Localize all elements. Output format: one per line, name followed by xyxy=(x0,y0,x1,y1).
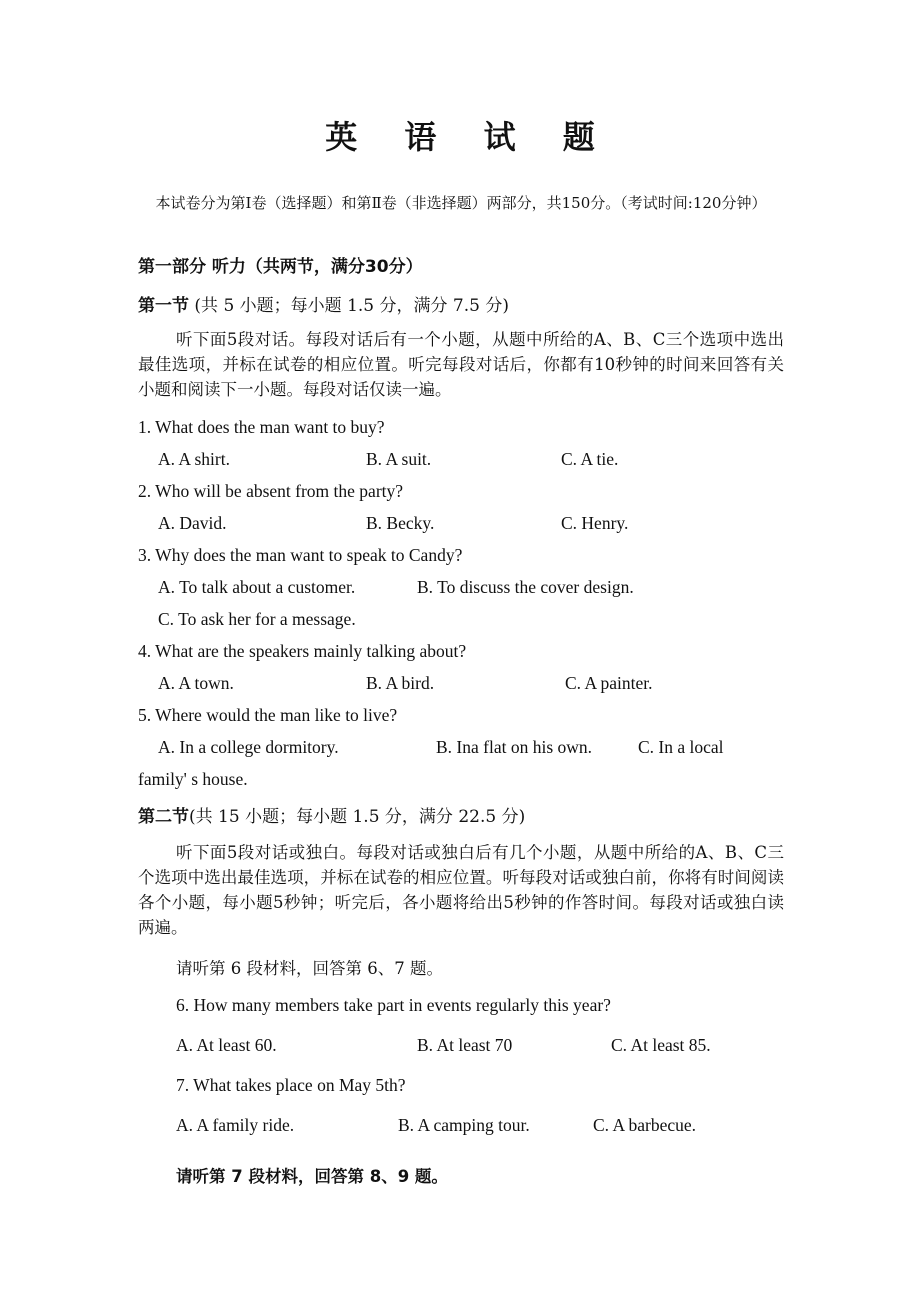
section2-label: 第二节 xyxy=(138,807,189,827)
question-2: 2. Who will be absent from the party? xyxy=(138,481,404,501)
q7-option-c: C. A barbecue. xyxy=(593,1115,697,1135)
q7-option-a: A. A family ride. xyxy=(176,1115,295,1135)
q2-option-b: B. Becky. xyxy=(366,513,435,533)
material-7-note: 请听第 7 段材料，回答第 8、9 题。 xyxy=(176,1167,448,1186)
section1-instructions: 听下面5段对话。每段对话后有一个小题，从题中所给的A、B、C三个选项中选出最佳选项，并标在试卷的相应位置。听完每段对话后，你都有10秒钟的时间来回答有关小题和阅读下一小题。每段对话仅读一遍。 xyxy=(138,330,784,399)
section1-header xyxy=(138,291,509,316)
q6-option-b: B. At least 70 xyxy=(417,1035,513,1055)
q5-option-c-continued: family' s house. xyxy=(138,769,248,789)
q2-option-c: C. Henry. xyxy=(561,513,629,533)
question-6: 6. How many members take part in events regularly this year? xyxy=(176,995,611,1015)
q6-option-c: C. At least 85. xyxy=(611,1035,711,1055)
section1-score: (共 5 小题；每小题 1.5 分，满分 7.5 分) xyxy=(194,296,509,316)
question-7: 7. What takes place on May 5th? xyxy=(176,1075,406,1095)
q6-option-a: A. At least 60. xyxy=(176,1035,277,1055)
q1-option-b: B. A suit. xyxy=(366,449,432,469)
section2-score: (共 15 小题；每小题 1.5 分，满分 22.5 分) xyxy=(189,807,526,827)
material-6-note: 请听第 6 段材料，回答第 6、7 题。 xyxy=(176,959,443,978)
q4-option-a: A. A town. xyxy=(158,673,234,693)
section1-label: 第一节 xyxy=(138,296,189,316)
q5-option-b: B. Ina flat on his own. xyxy=(436,737,593,757)
q5-option-c: C. In a local xyxy=(638,737,724,757)
q4-option-c: C. A painter. xyxy=(565,673,653,693)
q1-option-a: A. A shirt. xyxy=(158,449,230,469)
question-3: 3. Why does the man want to speak to Candy? xyxy=(138,545,463,565)
section2-instructions: 听下面5段对话或独白。每段对话或独白后有几个小题，从题中所给的A、B、C三个选项中选出最佳选项，并标在试卷的相应位置。听每段对话或独白前，你将有时间阅读各个小题，每小题5秒钟；听完后，各小题将给出5秒钟的作答时间。每段对话或独白读两遍。 xyxy=(138,843,784,937)
q3-option-c: C. To ask her for a message. xyxy=(158,609,356,629)
q4-option-b: B. A bird. xyxy=(366,673,435,693)
q7-option-b: B. A camping tour. xyxy=(398,1115,530,1135)
page-title: 英 语 试 题 xyxy=(325,118,613,156)
q2-option-a: A. David. xyxy=(158,513,227,533)
section2-header xyxy=(138,802,525,827)
exam-intro: 本试卷分为第Ⅰ卷（选择题）和第Ⅱ卷（非选择题）两部分，共150分。（考试时间:120分钟） xyxy=(155,194,767,212)
q1-option-c: C. A tie. xyxy=(561,449,619,469)
q3-option-b: B. To discuss the cover design. xyxy=(417,577,634,597)
question-1: 1. What does the man want to buy? xyxy=(138,417,385,437)
question-4: 4. What are the speakers mainly talking about? xyxy=(138,641,467,661)
part1-heading: 第一部分 听力（共两节，满分30分） xyxy=(138,257,423,277)
q3-option-a: A. To talk about a customer. xyxy=(158,577,356,597)
question-5: 5. Where would the man like to live? xyxy=(138,705,398,725)
q5-option-a: A. In a college dormitory. xyxy=(158,737,339,757)
